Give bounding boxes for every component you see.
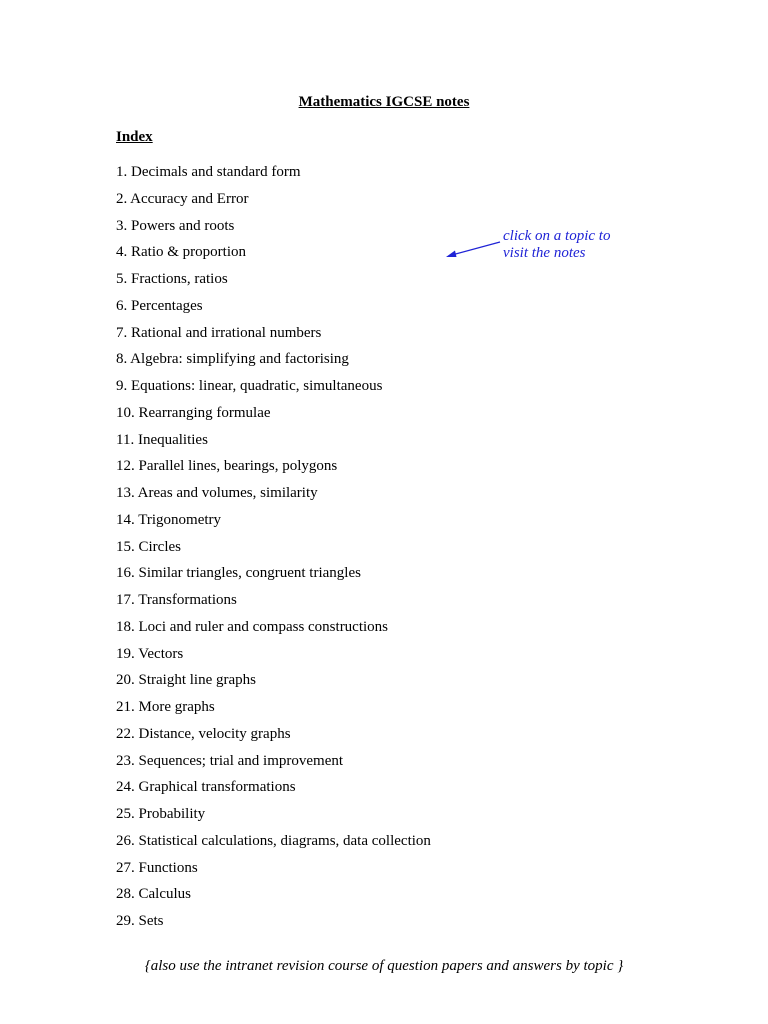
topic-link-label[interactable]: 25. Probability [116,806,206,822]
topic-link-label[interactable]: 15. Circles [116,538,181,555]
topic-link[interactable] [116,404,431,431]
topic-link[interactable] [116,350,431,377]
topic-link[interactable] [116,698,431,725]
topic-link-label[interactable]: 17. Transformations [116,592,237,608]
topic-list [116,163,431,939]
topic-link[interactable] [116,805,431,832]
topic-link-label[interactable]: 14. Trigonometry [116,511,222,528]
topic-link[interactable] [116,484,431,511]
topic-link-label[interactable]: 27. Functions [116,859,198,876]
topic-link-label[interactable]: 4. Ratio & proportion [116,244,246,261]
topic-link-label[interactable]: 2. Accuracy and Error [116,190,249,207]
footer-note: {also use the intranet revision course of question papers and answers by topic } [144,958,624,974]
topic-link[interactable] [116,163,431,190]
topic-link-label[interactable]: 10. Rearranging formulae [116,404,271,421]
topic-link-label[interactable]: 28. Calculus [116,886,191,903]
hint-line-2: visit the notes [503,245,586,261]
topic-link-label[interactable]: 5. Fractions, ratios [116,271,228,287]
hint-line-1: click on a topic to [503,228,611,244]
topic-link[interactable] [116,859,431,886]
topic-link[interactable] [116,832,431,859]
index-heading: Index [116,129,153,145]
topic-link-label[interactable]: 9. Equations: linear, quadratic, simultaneous [116,378,383,394]
topic-link[interactable] [116,243,431,270]
topic-link[interactable] [116,270,431,297]
topic-link[interactable] [116,564,431,591]
topic-link-label[interactable]: 26. Statistical calculations, diagrams, data collection [116,832,431,849]
arrow-left-icon [440,236,504,262]
topic-link[interactable] [116,190,431,217]
topic-link-label[interactable]: 12. Parallel lines, bearings, polygons [116,458,338,475]
topic-link-label[interactable]: 29. Sets [116,913,164,929]
topic-link[interactable] [116,645,431,672]
topic-link-label[interactable]: 13. Areas and volumes, similarity [116,485,318,501]
topic-link[interactable] [116,457,431,484]
topic-link-label[interactable]: 16. Similar triangles, congruent triangles [116,565,361,582]
topic-link-label[interactable]: 3. Powers and roots [116,217,235,234]
topic-link[interactable] [116,591,431,618]
topic-link[interactable] [116,377,431,404]
topic-link[interactable] [116,912,431,939]
topic-link[interactable] [116,752,431,779]
topic-link-label[interactable]: 11. Inequalities [116,431,208,448]
topic-link-label[interactable]: 23. Sequences; trial and improvement [116,752,344,769]
topic-link[interactable] [116,297,431,324]
topic-link-label[interactable]: 18. Loci and ruler and compass constructions [116,618,389,635]
topic-link[interactable] [116,725,431,752]
topic-link[interactable] [116,885,431,912]
topic-link[interactable] [116,511,431,538]
topic-link-label[interactable]: 1. Decimals and standard form [116,164,301,180]
page-title: Mathematics IGCSE notes [298,94,470,110]
topic-link-label[interactable]: 20. Straight line graphs [116,672,256,689]
topic-link-label[interactable]: 24. Graphical transformations [116,779,296,796]
hint-note [503,228,643,262]
topic-link[interactable] [116,431,431,458]
topic-link[interactable] [116,324,431,351]
topic-link-label[interactable]: 19. Vectors [116,645,184,662]
topic-link[interactable] [116,217,431,244]
topic-link-label[interactable]: 22. Distance, velocity graphs [116,725,291,742]
topic-link[interactable] [116,671,431,698]
topic-link-label[interactable]: 8. Algebra: simplifying and factorising [116,351,349,368]
topic-link-label[interactable]: 6. Percentages [116,297,203,314]
topic-link-label[interactable]: 7. Rational and irrational numbers [116,324,322,341]
topic-link[interactable] [116,618,431,645]
topic-link-label[interactable]: 21. More graphs [116,699,215,715]
topic-link[interactable] [116,538,431,565]
topic-link[interactable] [116,778,431,805]
